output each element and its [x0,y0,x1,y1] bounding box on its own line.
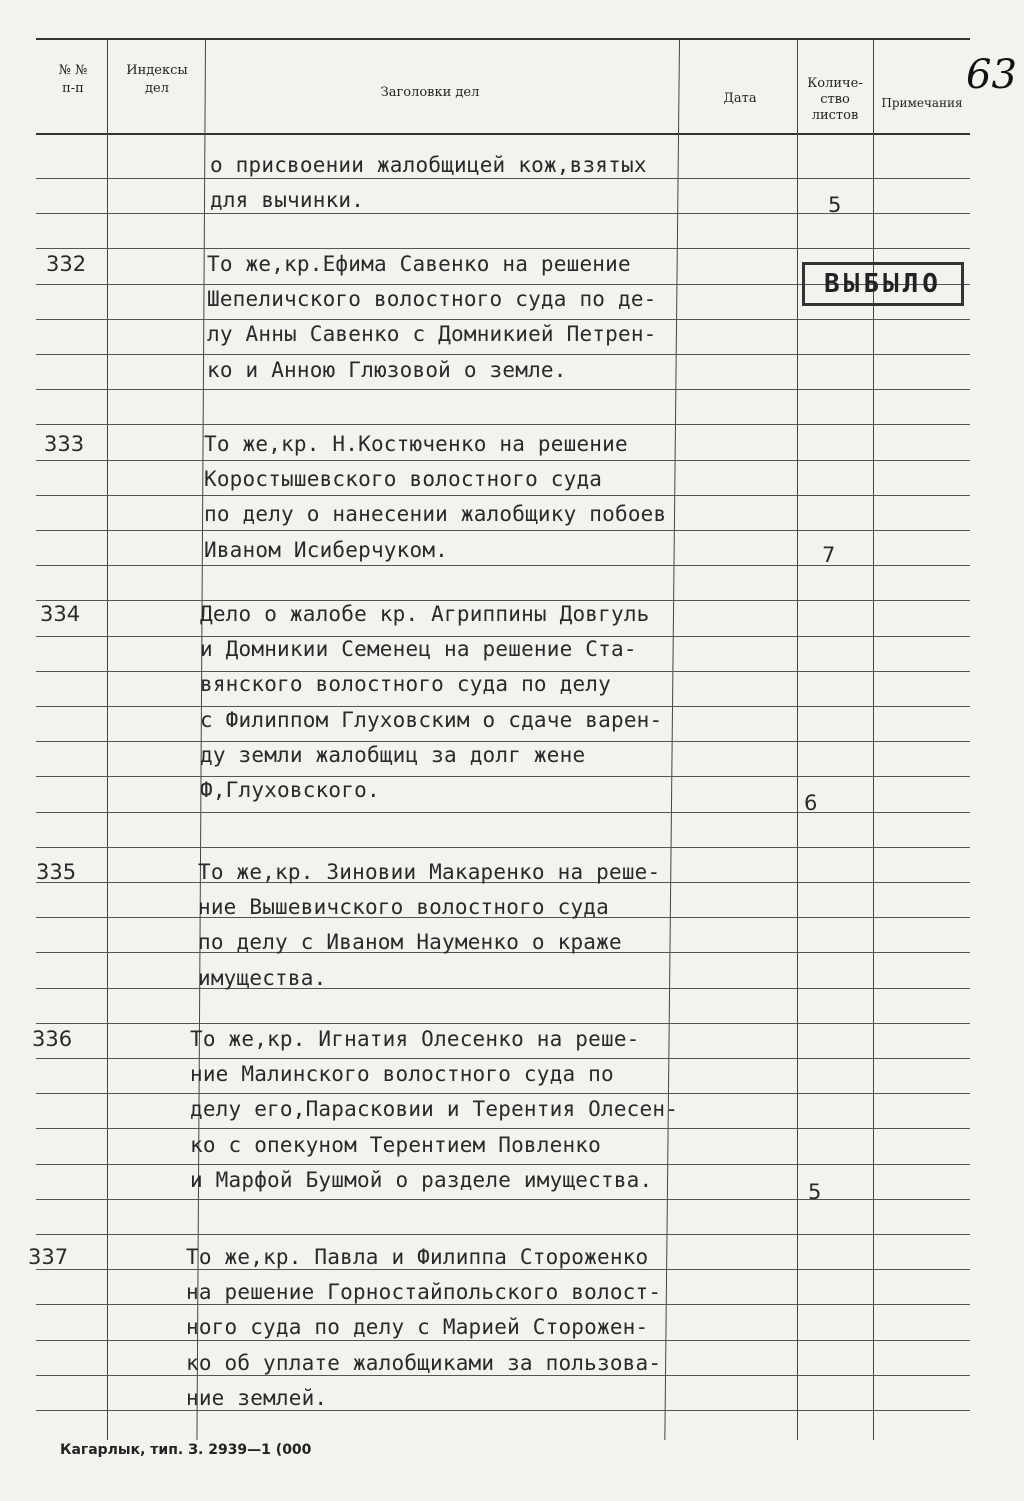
entry-title-line: для вычинки. [210,188,365,212]
entry-title-line: на решение Горностайпольского волост- [186,1280,662,1304]
entry-title-line: То же,кр. Н.Костюченко на решение [204,432,628,456]
ruled-line [36,1199,970,1200]
entry-number: 337 [28,1245,69,1269]
entry-sheet-count: 6 [804,791,818,815]
entry-title-line: делу его,Парасковии и Терентия Олесен- [190,1097,679,1121]
entry-title-line: по делу о нанесении жалобщику побоев [204,502,667,526]
ruled-line [36,424,970,425]
header-top-rule [36,38,970,40]
entry-title-line: ко с опекуном Терентием Повленко [190,1133,601,1157]
column-divider-1 [107,40,108,1440]
ruled-line [36,1340,970,1341]
ruled-line [36,354,970,355]
ruled-line [36,1375,970,1376]
entry-title-line: Шепеличского волостного суда по де- [207,287,657,311]
entry-title-line: То же,кр.Ефима Савенко на решение [207,252,631,276]
ruled-line [36,776,970,777]
entry-title-line: имущества. [198,966,327,990]
ruled-line [36,988,970,989]
entry-title-line: ного суда по делу с Марией Сторожен- [186,1315,649,1339]
printer-footer: Кагарлык, тип. З. 2939—1 (000 [60,1442,312,1458]
header-title: Заголовки дел [380,85,480,100]
header-bottom-rule [36,133,970,135]
entry-number: 333 [44,432,85,456]
entry-title-line: Ф,Глуховского. [200,778,380,802]
header-index: Индексы дел [126,63,188,96]
entry-title-line: То же,кр. Игнатия Олесенко на реше- [190,1027,640,1051]
ruled-line [36,389,970,390]
entry-title-line: и Марфой Бушмой о разделе имущества. [190,1168,653,1192]
entry-sheet-count: 5 [828,193,842,217]
column-divider-5 [873,40,874,1440]
entry-sheet-count: 7 [822,543,836,567]
header-notes: Примечания [881,96,963,110]
ruled-line [36,1128,970,1129]
entry-number: 335 [36,860,77,884]
entry-title-line: То же,кр. Зиновии Макаренко на реше- [198,860,661,884]
entry-sheet-count: 5 [808,1180,822,1204]
withdrawn-stamp: ВЫБЫЛО [802,262,964,306]
entry-title-line: и Домникии Семенец на решение Ста- [200,637,637,661]
entry-title-line: Дело о жалобе кр. Агриппины Довгуль [200,602,650,626]
header-number: № № п-п [58,63,88,96]
entry-number: 332 [46,252,87,276]
ruled-line [36,1269,970,1270]
ruled-line [36,178,970,179]
entry-title-line: по делу с Иваном Науменко о краже [198,930,622,954]
ruled-line [36,248,970,249]
ruled-line [36,847,970,848]
ruled-line [36,1058,970,1059]
entry-title-line: ние землей. [186,1386,328,1410]
entry-title-line: То же,кр. Павла и Филиппа Стороженко [186,1245,649,1269]
ruled-line [36,1164,970,1165]
entry-title-line: лу Анны Савенко с Домникией Петрен- [207,322,657,346]
ruled-line [36,741,970,742]
entry-title-line: о присвоении жалобщицей кож,взятых [210,153,647,177]
entry-title-line: ко об уплате жалобщиками за пользова- [186,1351,662,1375]
header-date: Дата [723,91,757,106]
ruled-line [36,1304,970,1305]
entry-number: 334 [40,602,81,626]
folio-number: 63 [966,52,1017,98]
entry-title-line: с Филиппом Глуховским о сдаче варен- [200,708,663,732]
entry-number: 336 [32,1027,73,1051]
entry-title-line: ко и Анною Глюзовой о земле. [207,358,567,382]
entry-title-line: Иваном Исиберчуком. [204,538,449,562]
entry-title-line: вянского волостного суда по делу [200,672,611,696]
column-divider-3 [664,40,680,1440]
ruled-line [36,319,970,320]
header-sheets: Количе- ство листов [807,76,863,123]
ruled-line [36,1093,970,1094]
entry-title-line: ду земли жалобщиц за долг жене [200,743,586,767]
entry-title-line: Коростышевского волостного суда [204,467,603,491]
ruled-line [36,495,970,496]
ruled-line [36,460,970,461]
ruled-line [36,1410,970,1411]
ruled-line [36,1023,970,1024]
ruled-line [36,706,970,707]
column-divider-2 [196,40,206,1440]
ruled-line [36,600,970,601]
entry-title-line: ние Вышевичского волостного суда [198,895,609,919]
entry-title-line: ние Малинского волостного суда по [190,1062,614,1086]
column-divider-4 [797,40,798,1440]
ruled-line [36,1234,970,1235]
ruled-line [36,530,970,531]
ruled-line [36,812,970,813]
